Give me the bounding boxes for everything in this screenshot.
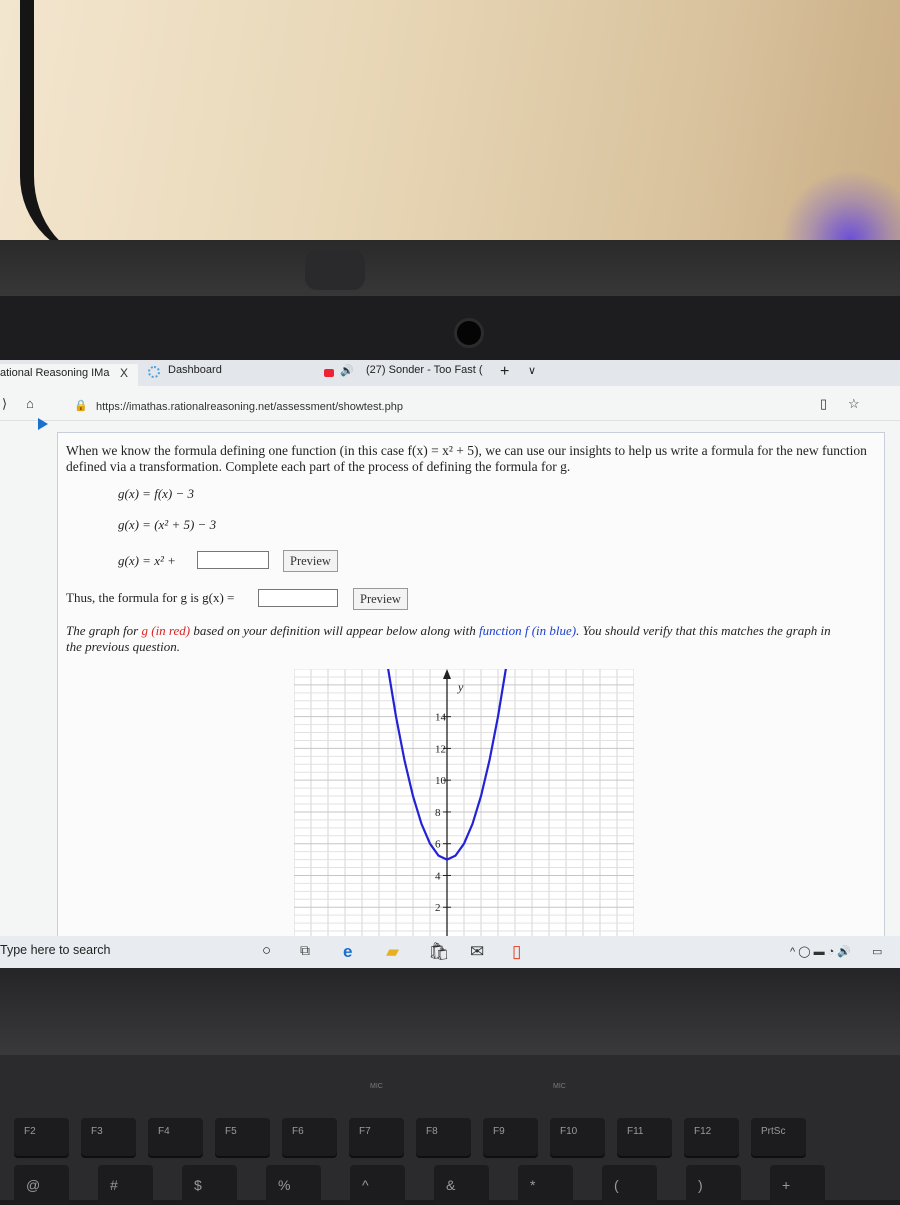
play-icon: [38, 418, 48, 430]
notification-icon[interactable]: ▭: [872, 946, 883, 958]
key-label: *: [530, 1177, 536, 1193]
y-tick-label: 6: [435, 838, 441, 851]
graph-note-a: The graph for: [66, 623, 142, 638]
key-label: F12: [694, 1126, 712, 1137]
tab-label: ational Reasoning IMa: [0, 367, 110, 379]
answer-box-1[interactable]: [197, 551, 269, 569]
back-icon[interactable]: ⟩: [2, 396, 8, 411]
laptop-top-bezel: [0, 296, 900, 364]
mail-icon[interactable]: ✉: [470, 942, 485, 961]
answer-box-2[interactable]: [258, 589, 338, 607]
power-cable: [20, 0, 104, 260]
tab-dashboard[interactable]: Dashboard: [168, 364, 222, 376]
preview-button-1[interactable]: Preview: [283, 550, 338, 572]
device-button: [305, 250, 365, 290]
y-tick-label: 12: [435, 743, 446, 756]
key-label: $: [194, 1177, 202, 1193]
key-f2[interactable]: [14, 1118, 69, 1156]
youtube-icon: [324, 369, 334, 377]
key-symbol[interactable]: [602, 1165, 657, 1205]
tray-icons[interactable]: ^ ◯ ▬ ◔ 🔊: [790, 946, 852, 958]
key-label: F6: [292, 1126, 304, 1137]
key-f7[interactable]: [349, 1118, 404, 1156]
new-tab-button[interactable]: +: [500, 363, 510, 380]
key-label: (: [614, 1177, 619, 1193]
key-symbol[interactable]: [266, 1165, 321, 1205]
key-symbol[interactable]: [182, 1165, 237, 1205]
edge-icon[interactable]: e: [343, 942, 353, 961]
mic-label: MIC: [370, 1083, 383, 1090]
key-label: F5: [225, 1126, 237, 1137]
key-label: %: [278, 1177, 291, 1193]
key-symbol[interactable]: [98, 1165, 153, 1205]
key-symbol[interactable]: [434, 1165, 489, 1205]
key-label: F4: [158, 1126, 170, 1137]
function-graph: [294, 669, 634, 939]
tab-menu-icon[interactable]: ∨: [528, 365, 537, 377]
key-f9[interactable]: [483, 1118, 538, 1156]
file-explorer-icon[interactable]: ▰: [386, 942, 400, 961]
favorite-star-icon[interactable]: ☆: [848, 396, 860, 411]
key-prtsc[interactable]: [751, 1118, 806, 1156]
key-symbol[interactable]: [770, 1165, 825, 1205]
key-label: F3: [91, 1126, 103, 1137]
dashboard-icon: [148, 366, 160, 378]
laptop-screen: [0, 360, 900, 968]
close-tab-icon[interactable]: X: [120, 366, 129, 380]
key-symbol[interactable]: [518, 1165, 573, 1205]
y-tick-label: 2: [435, 902, 441, 915]
key-symbol[interactable]: [350, 1165, 405, 1205]
key-symbol[interactable]: [686, 1165, 741, 1205]
key-label: +: [782, 1177, 791, 1193]
taskbar-search[interactable]: Type here to search: [0, 943, 111, 957]
key-f6[interactable]: [282, 1118, 337, 1156]
key-label: F11: [627, 1126, 644, 1137]
key-label: ): [698, 1177, 703, 1193]
graph-note-c: . You should verify that this matches the graph in the previous question.: [66, 623, 831, 654]
store-icon[interactable]: 🛍: [428, 942, 450, 961]
key-f12[interactable]: [684, 1118, 739, 1156]
webcam: [454, 318, 484, 348]
y-tick-label: 4: [435, 870, 441, 883]
preview-button-2[interactable]: Preview: [353, 588, 408, 610]
key-label: #: [110, 1177, 118, 1193]
step-1: g(x) = f(x) − 3: [118, 486, 195, 501]
thus-text: Thus, the formula for g is g(x) =: [66, 590, 235, 605]
question-panel: [57, 432, 885, 968]
key-label: F10: [560, 1126, 578, 1137]
cortana-icon[interactable]: ○: [262, 942, 272, 959]
step-2: g(x) = (x² + 5) − 3: [118, 517, 217, 532]
reading-view-icon[interactable]: ▯: [820, 396, 828, 411]
key-f11[interactable]: [617, 1118, 672, 1156]
key-label: F8: [426, 1126, 438, 1137]
key-f4[interactable]: [148, 1118, 203, 1156]
key-f10[interactable]: [550, 1118, 605, 1156]
tab-rational-reasoning[interactable]: [0, 364, 138, 386]
home-icon[interactable]: ⌂: [26, 396, 34, 411]
task-view-icon[interactable]: ⧉: [300, 942, 310, 958]
browser-tab-bar: [0, 360, 900, 386]
step-3-prefix: g(x) = x² +: [118, 553, 176, 568]
office-icon[interactable]: ▯: [512, 942, 522, 961]
key-label: ^: [362, 1177, 369, 1193]
graph-note-f: function f (in blue): [479, 623, 577, 638]
y-tick-label: 8: [435, 806, 441, 819]
y-tick-label: 14: [435, 711, 446, 724]
key-label: F7: [359, 1126, 371, 1137]
lock-icon: 🔒: [74, 400, 88, 412]
speaker-icon: 🔊: [340, 365, 354, 377]
key-label: PrtSc: [761, 1126, 786, 1137]
key-f8[interactable]: [416, 1118, 471, 1156]
key-f5[interactable]: [215, 1118, 270, 1156]
laptop-lower-bezel: [0, 968, 900, 1058]
mic-label-2: MIC: [553, 1083, 566, 1090]
graph-note-g: g (in red): [141, 623, 191, 638]
y-axis-label: y: [458, 680, 464, 694]
key-label: F2: [24, 1126, 36, 1137]
windows-taskbar: [0, 936, 900, 968]
key-f3[interactable]: [81, 1118, 136, 1156]
tab-sonder[interactable]: (27) Sonder - Too Fast (: [366, 364, 483, 376]
question-intro: When we know the formula defining one function (in this case f(x) = x² + 5), we can use our insights to help us write a formula for the new function defined via a transformation. Complete each part of the process of defining the formula for g.: [66, 443, 867, 474]
graph-note: [66, 623, 846, 655]
address-bar: [0, 386, 900, 421]
graph-note-b: based on your definition will appear below along with: [190, 623, 479, 638]
key-label: &: [446, 1177, 456, 1193]
y-tick-label: 10: [435, 775, 446, 788]
key-label: F9: [493, 1126, 505, 1137]
key-label: @: [26, 1177, 41, 1193]
url-field[interactable]: https://imathas.rationalreasoning.net/assessment/showtest.php: [96, 401, 403, 413]
key-symbol[interactable]: [14, 1165, 69, 1205]
